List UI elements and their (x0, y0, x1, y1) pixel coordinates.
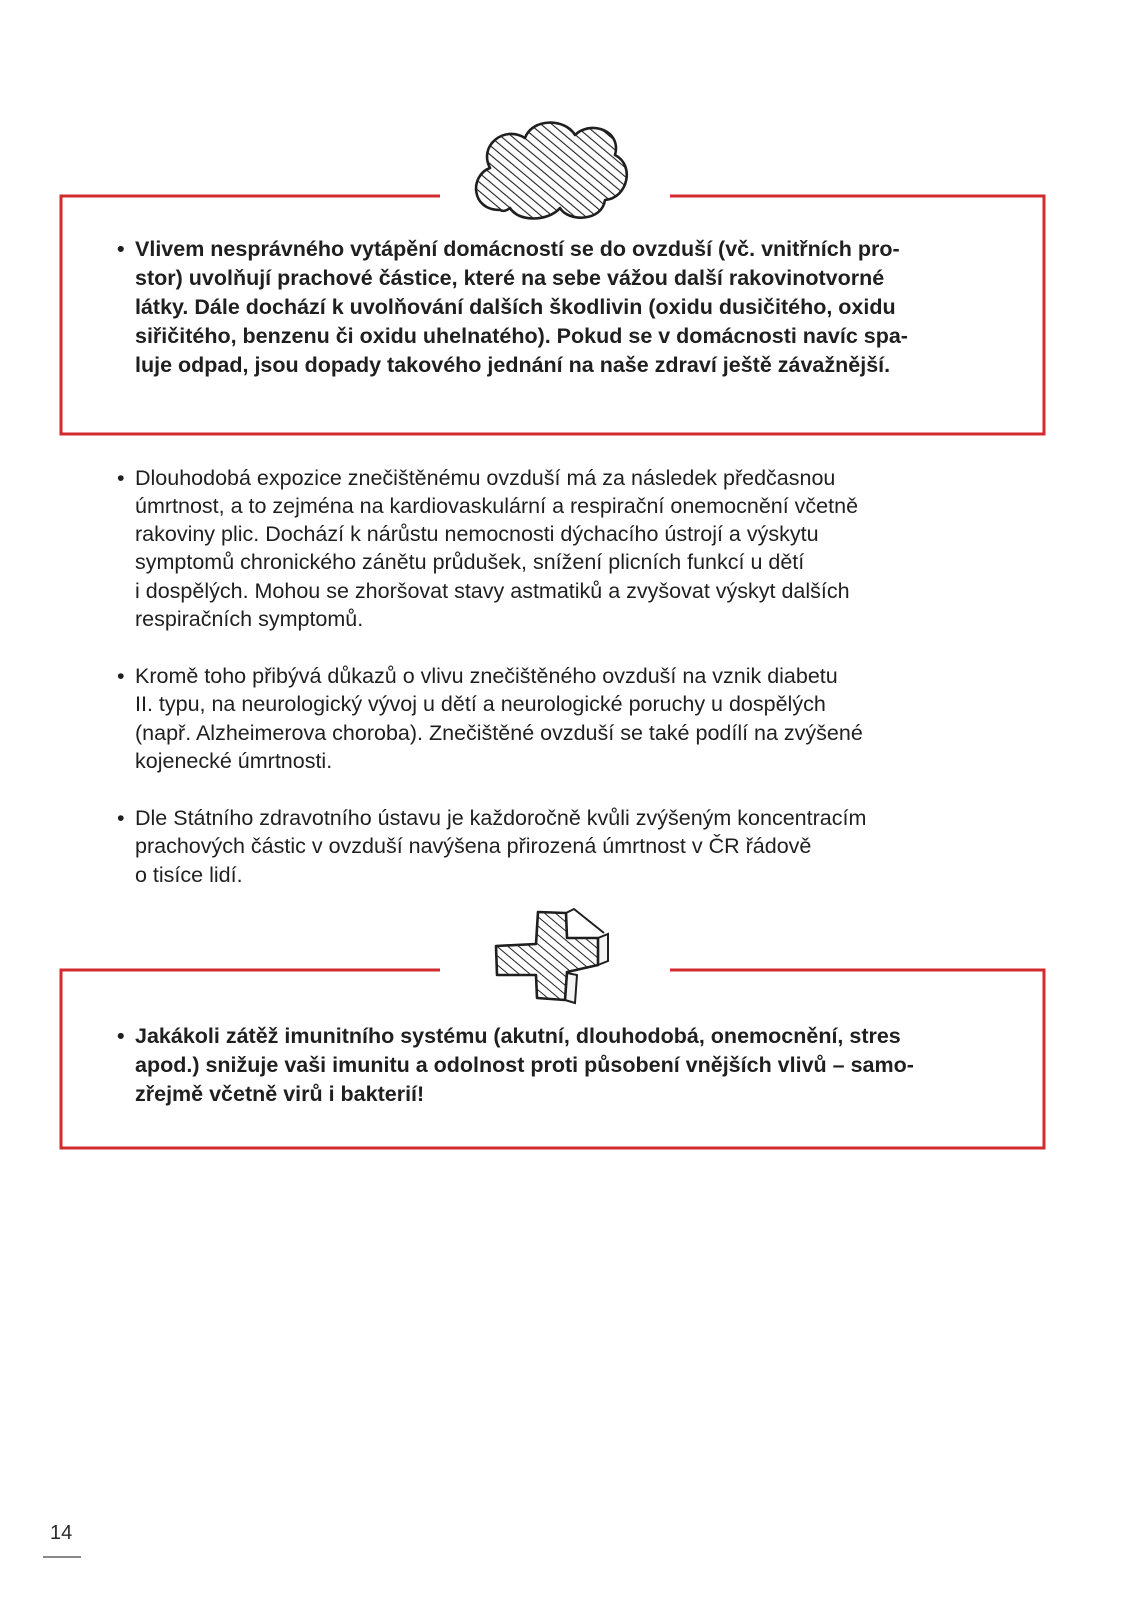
bullet-line-text: Kromě toho přibývá důkazů o vlivu znečištěného ovzduší na vznik diabetu (135, 664, 838, 688)
callout-top-line: stor) uvolňují prachové částice, které na sebe vážou další rakovinotvorné (135, 266, 885, 290)
bullet-line: respiračních symptomů. (135, 607, 364, 631)
callout-top-line-text: Vlivem nesprávného vytápění domácností se do ovzduší (vč. vnitřních pro- (135, 237, 900, 261)
bullet-line: o tisíce lidí. (135, 863, 243, 887)
callout-top-line: siřičitého, benzenu či oxidu uhelnatého). Pokud se v domácnosti navíc spa- (135, 324, 908, 348)
page-number-rule (43, 1556, 81, 1558)
callout-top-line: látky. Dále dochází k uvolňování dalších škodlivin (oxidu dusičitého, oxidu (135, 295, 896, 319)
callout-bottom-line-text: Jakákoli zátěž imunitního systému (akutní, dlouhodobá, onemocnění, stres (135, 1024, 901, 1048)
bullet-dot: • (117, 1024, 125, 1048)
bullet-line: rakoviny plic. Dochází k nárůstu nemocnosti dýchacího ústrojí a výskytu (135, 522, 819, 546)
bullet-dot: • (117, 806, 125, 830)
bullet-line-text: Dle Státního zdravotního ústavu je každoročně kvůli zvýšeným koncentracím (135, 806, 867, 830)
bullet-line: i dospělých. Mohou se zhoršovat stavy astmatiků a zvyšovat výskyt dalších (135, 579, 850, 603)
callout-bottom-line (117, 1022, 1007, 1051)
callout-top-line: luje odpad, jsou dopady takového jednání na naše zdraví ještě závažnější. (135, 353, 891, 377)
bullet-line: kojenecké úmrtnosti. (135, 749, 333, 773)
bullet-dot: • (117, 466, 125, 490)
bullet-dot: • (117, 664, 125, 688)
bullet-line: prachových částic v ovzduší navýšena přirozená úmrtnost v ČR řádově (135, 834, 812, 858)
callout-bottom-line: zřejmě včetně virů i bakterií! (135, 1082, 425, 1106)
page-number: 14 (50, 1522, 73, 1544)
bullet-line: II. typu, na neurologický vývoj u dětí a neurologické poruchy u dospělých (135, 692, 826, 716)
bullet-dot: • (117, 237, 125, 261)
bullet-line: symptomů chronického zánětu průdušek, snížení plicních funkcí u dětí (135, 550, 805, 574)
bullet-line-text: Dlouhodobá expozice znečištěnému ovzduší má za následek předčasnou (135, 466, 836, 490)
bullet-line: (např. Alzheimerova choroba). Znečištěné ovzduší se také podílí na zvýšené (135, 721, 863, 745)
callout-bottom-line: apod.) snižuje vaši imunitu a odolnost proti působení vnějších vlivů – samo- (135, 1053, 914, 1077)
bullet-line: úmrtnost, a to zejména na kardiovaskulární a respirační onemocnění včetně (135, 494, 859, 518)
